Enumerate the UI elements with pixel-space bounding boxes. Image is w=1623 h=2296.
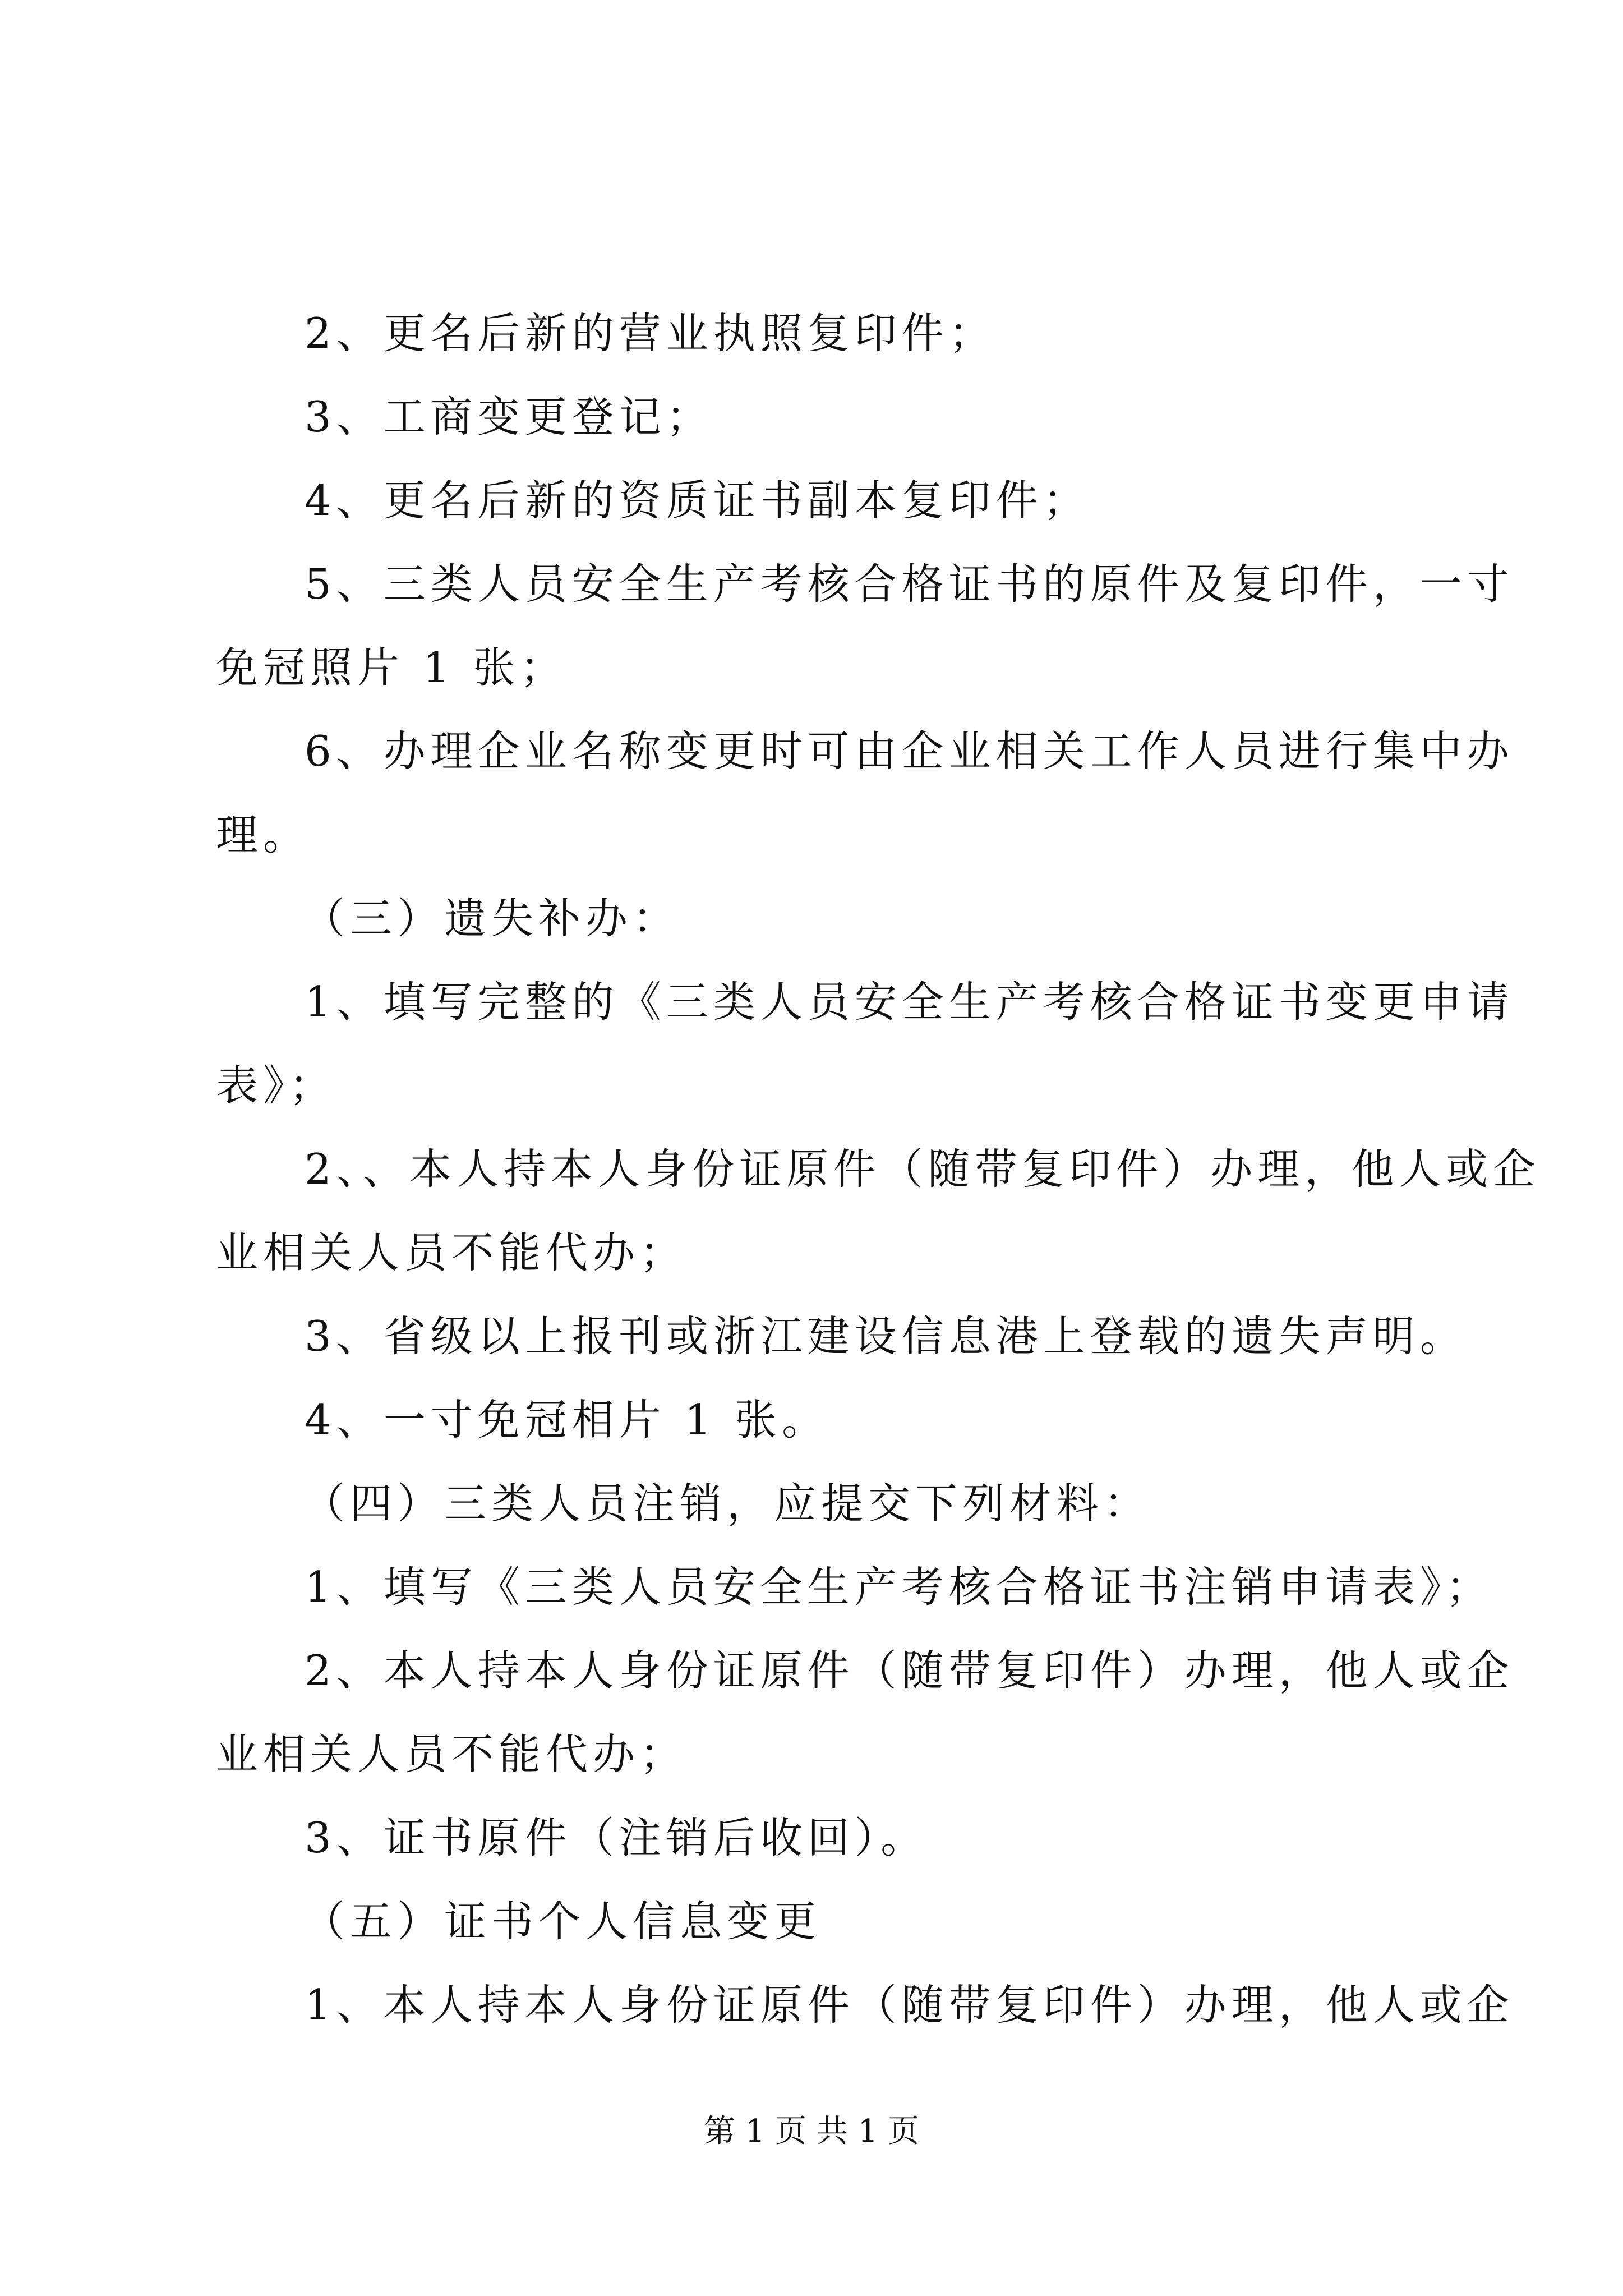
section-heading-cancellation: （四）三类人员注销，应提交下列材料： bbox=[303, 1479, 1151, 1528]
list-item-6-continuation: 理。 bbox=[216, 810, 311, 859]
list-item-2-business-license: 2、更名后新的营业执照复印件； bbox=[305, 309, 996, 358]
list-item-2-continuation: 业相关人员不能代办； bbox=[216, 1729, 688, 1779]
list-item-2-id-card: 2、、本人持本人身份证原件（随带复印件）办理，他人或企 bbox=[305, 1144, 1541, 1194]
list-item-4-qualification-copy: 4、更名后新的资质证书副本复印件； bbox=[305, 476, 1090, 525]
list-item-4-photo: 4、一寸免冠相片 1 张。 bbox=[305, 1395, 829, 1444]
list-item-1-cancellation-form: 1、填写《三类人员安全生产考核合格证书注销申请表》； bbox=[305, 1562, 1493, 1612]
list-item-1-fill-form: 1、填写完整的《三类人员安全生产考核合格证书变更申请 bbox=[305, 977, 1514, 1027]
list-item-5-certificate-original: 5、三类人员安全生产考核合格证书的原件及复印件，一寸 bbox=[305, 559, 1514, 609]
list-item-1-id-card: 1、本人持本人身份证原件（随带复印件）办理，他人或企 bbox=[305, 1980, 1514, 2030]
list-item-1-continuation: 表》； bbox=[216, 1061, 336, 1110]
section-heading-lost-replacement: （三）遗失补办： bbox=[303, 894, 680, 943]
list-item-6-centralized-handling: 6、办理企业名称变更时可由企业相关工作人员进行集中办 bbox=[305, 726, 1514, 776]
list-item-5-continuation: 免冠照片 1 张； bbox=[216, 643, 568, 692]
list-item-3-certificate-original: 3、证书原件（注销后收回）。 bbox=[305, 1813, 928, 1862]
list-item-3-loss-statement: 3、省级以上报刊或浙江建设信息港上登载的遗失声明。 bbox=[305, 1312, 1467, 1361]
section-heading-info-change: （五）证书个人信息变更 bbox=[303, 1897, 822, 1946]
list-item-2-id-card: 2、本人持本人身份证原件（随带复印件）办理，他人或企 bbox=[305, 1646, 1514, 1695]
page-footer: 第 1 页 共 1 页 bbox=[703, 2113, 920, 2150]
list-item-3-registration-change: 3、工商变更登记； bbox=[305, 392, 713, 441]
list-item-2-continuation: 业相关人员不能代办； bbox=[216, 1228, 688, 1277]
